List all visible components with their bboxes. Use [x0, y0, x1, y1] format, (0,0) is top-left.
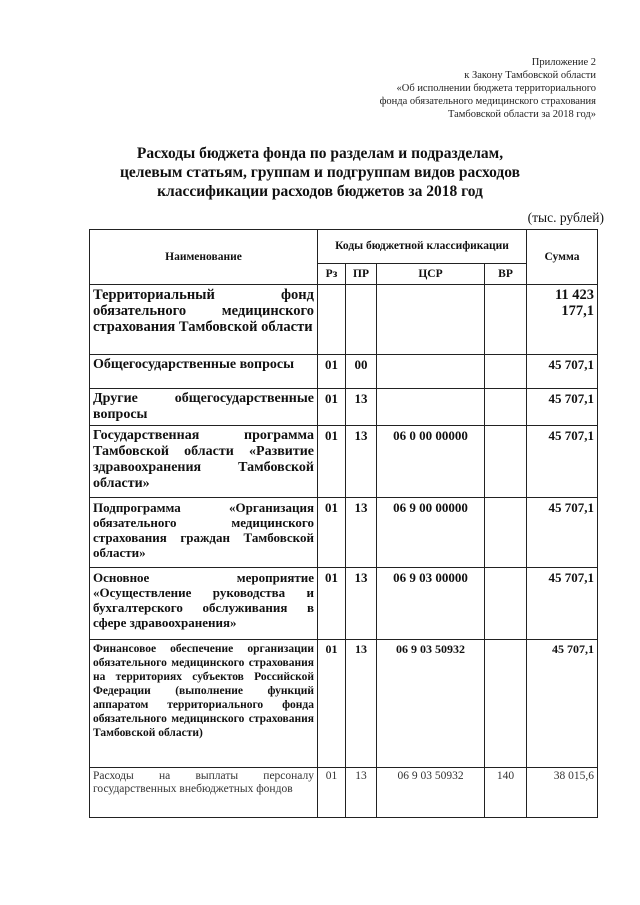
row-sum-cell: 11 423 177,1 [527, 285, 598, 355]
title-line: Расходы бюджета фонда по разделам и подразделам, [136, 145, 504, 162]
row-pr-cell: 13 [346, 768, 377, 818]
annex-block [296, 56, 596, 121]
row-pr-cell: 13 [346, 498, 377, 568]
table-row [90, 640, 598, 768]
row-vr-cell [485, 389, 527, 426]
row-name-cell: Общегосударственные вопросы [90, 355, 318, 389]
table-row [90, 768, 598, 818]
header-rz: Рз [318, 264, 346, 285]
row-vr-cell [485, 285, 527, 355]
row-name-cell: Подпрограмма «Организация обязательного медицинского страхования граждан Тамбовской области» [90, 498, 318, 568]
table-row [90, 389, 598, 426]
row-name-cell: Расходы на выплаты персоналу государственных внебюджетных фондов [90, 768, 318, 818]
units-note: (тыс. рублей) [527, 210, 604, 225]
row-sum-cell: 38 015,6 [527, 768, 598, 818]
row-vr-cell [485, 568, 527, 640]
table-row [90, 355, 598, 389]
row-vr-cell [485, 640, 527, 768]
row-csr-cell [377, 285, 485, 355]
row-pr-cell: 00 [346, 355, 377, 389]
row-vr-cell [485, 426, 527, 498]
table-row [90, 498, 598, 568]
header-csr: ЦСР [377, 264, 485, 285]
row-rz-cell: 01 [318, 640, 346, 768]
row-sum-cell: 45 707,1 [527, 426, 598, 498]
row-rz-cell: 01 [318, 768, 346, 818]
row-csr-cell: 06 9 03 50932 [377, 768, 485, 818]
header-pr: ПР [346, 264, 377, 285]
row-name-cell: Территориальный фонд обязательного медицинского страхования Тамбовской области [90, 285, 318, 355]
budget-table [89, 229, 598, 818]
page-title [60, 144, 580, 201]
annex-line: Приложение 2 [531, 57, 596, 68]
budget-table-body [90, 285, 598, 818]
header-sum: Сумма [527, 230, 598, 285]
title-line: целевым статьям, группам и подгруппам видов расходов [119, 164, 521, 181]
row-pr-cell: 13 [346, 389, 377, 426]
row-csr-cell: 06 9 00 00000 [377, 498, 485, 568]
header-name: Наименование [90, 230, 318, 285]
row-vr-cell [485, 355, 527, 389]
row-sum-cell: 45 707,1 [527, 640, 598, 768]
annex-line: «Об исполнении бюджета территориального [396, 83, 596, 94]
row-rz-cell: 01 [318, 498, 346, 568]
annex-line: к Закону Тамбовской области [464, 70, 596, 81]
title-line: классификации расходов бюджетов за 2018 год [157, 183, 483, 200]
row-pr-cell: 13 [346, 568, 377, 640]
row-csr-cell [377, 389, 485, 426]
row-vr-cell [485, 498, 527, 568]
table-row [90, 426, 598, 498]
row-csr-cell: 06 0 00 00000 [377, 426, 485, 498]
row-name-cell: Государственная программа Тамбовской области «Развитие здравоохранения Тамбовской области» [90, 426, 318, 498]
annex-line: фонда обязательного медицинского страхования [379, 96, 596, 107]
row-csr-cell [377, 355, 485, 389]
header-vr: ВР [485, 264, 527, 285]
table-row [90, 568, 598, 640]
row-csr-cell: 06 9 03 50932 [377, 640, 485, 768]
table-row [90, 285, 598, 355]
row-name-cell: Основное мероприятие «Осуществление руководства и бухгалтерского обслуживания в сфере здравоохранения» [90, 568, 318, 640]
row-sum-cell: 45 707,1 [527, 568, 598, 640]
row-rz-cell: 01 [318, 389, 346, 426]
row-rz-cell [318, 285, 346, 355]
row-rz-cell: 01 [318, 568, 346, 640]
row-vr-cell: 140 [485, 768, 527, 818]
row-pr-cell: 13 [346, 640, 377, 768]
row-sum-cell: 45 707,1 [527, 389, 598, 426]
row-name-cell: Другие общегосударственные вопросы [90, 389, 318, 426]
header-codes: Коды бюджетной классификации [318, 230, 527, 264]
row-sum-cell: 45 707,1 [527, 355, 598, 389]
row-pr-cell: 13 [346, 426, 377, 498]
annex-line: Тамбовской области за 2018 год» [447, 109, 596, 120]
row-csr-cell: 06 9 03 00000 [377, 568, 485, 640]
row-name-cell: Финансовое обеспечение организации обязательного медицинского страхования на территориях субъектов Российской Федерации (выполнение функций аппаратом территориального фонда обязательного медицинского страхования Тамбовской области) [90, 640, 318, 768]
row-rz-cell: 01 [318, 355, 346, 389]
row-pr-cell [346, 285, 377, 355]
row-sum-cell: 45 707,1 [527, 498, 598, 568]
row-rz-cell: 01 [318, 426, 346, 498]
